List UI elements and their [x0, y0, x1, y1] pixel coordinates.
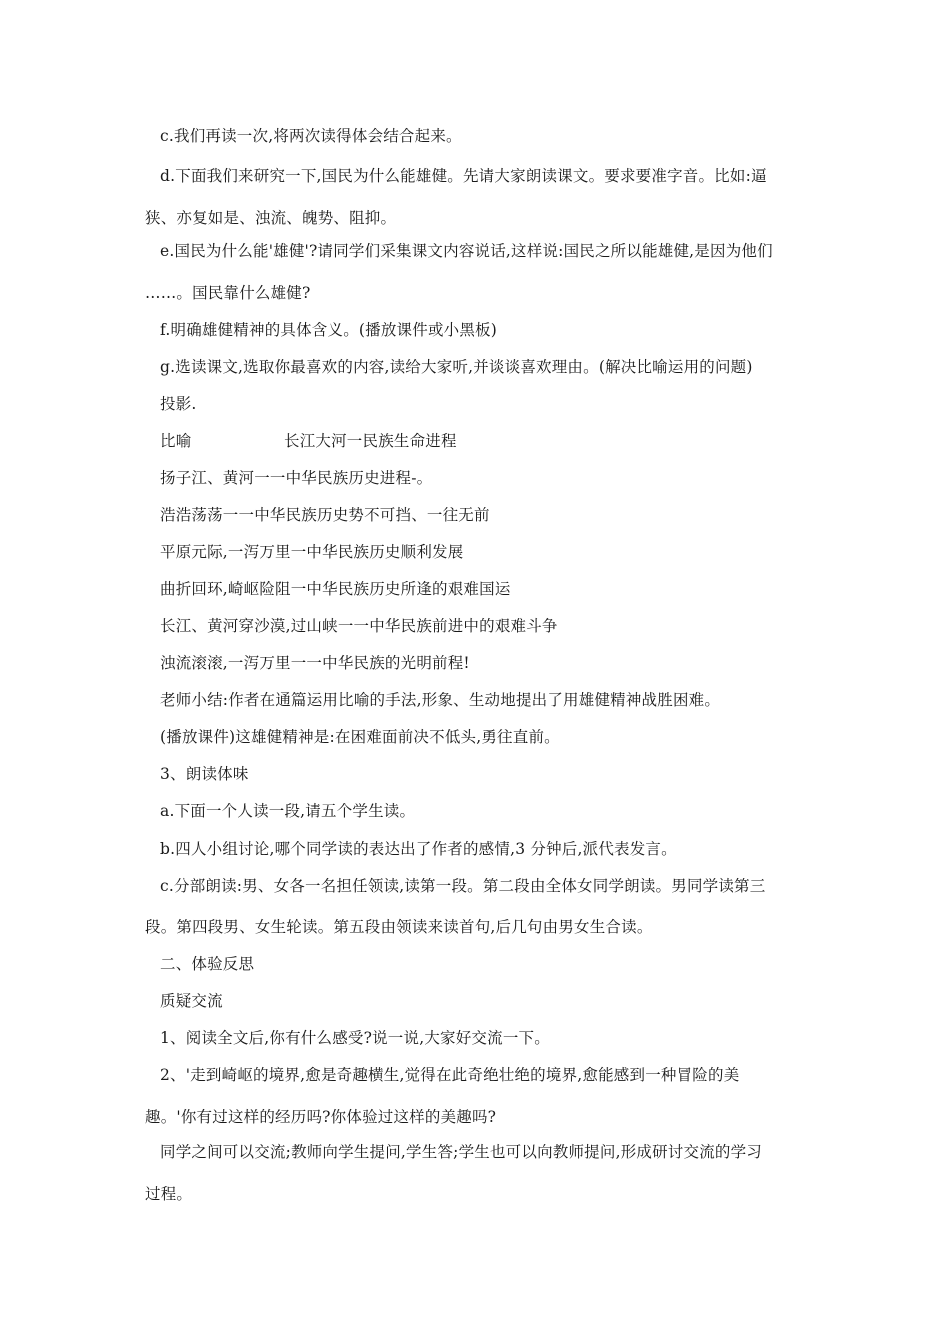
text-line: 段。第四段男、女生轮读。第五段由领读来读首句,后几句由男女生合读。	[145, 918, 653, 936]
text-line: 曲折回环,崎岖险阻一中华民族历史所逢的艰难国运	[160, 580, 511, 598]
text-line: 3、朗读体味	[160, 765, 249, 783]
text-line: 老师小结:作者在通篇运用比喻的手法,形象、生动地提出了用雄健精神战胜困难。	[160, 691, 721, 709]
text-line: c.分部朗读:男、女各一名担任领读,读第一段。第二段由全体女同学朗读。男同学读第三	[160, 877, 766, 895]
text-line: a.下面一个人读一段,请五个学生读。	[160, 802, 416, 820]
text-line: g.选读课文,选取你最喜欢的内容,读给大家听,并谈谈喜欢理由。(解决比喻运用的问题)	[160, 358, 753, 376]
text-line: 1、阅读全文后,你有什么感受?说一说,大家好交流一下。	[160, 1029, 550, 1047]
text-line: 同学之间可以交流;教师向学生提问,学生答;学生也可以向教师提问,形成研讨交流的学习	[160, 1143, 763, 1161]
text-line: 扬子江、黄河一一中华民族历史进程-。	[160, 469, 433, 487]
text-line: 狭、亦复如是、浊流、魄势、阻抑。	[145, 209, 397, 227]
text-line: 过程。	[145, 1185, 193, 1203]
text-line: 平原元际,一泻万里一中华民族历史顺利发展	[160, 543, 464, 561]
text-line: c.我们再读一次,将两次读得体会结合起来。	[160, 127, 462, 145]
text-line: 长江大河一民族生命进程	[284, 432, 457, 450]
text-line: 2、'走到崎岖的境界,愈是奇趣横生,觉得在此奇绝壮绝的境界,愈能感到一种冒险的美	[160, 1066, 740, 1084]
text-line: 投影.	[160, 395, 197, 413]
text-line: 二、体验反思	[160, 955, 255, 973]
text-line: 趣。'你有过这样的经历吗?你体验过这样的美趣吗?	[145, 1108, 497, 1126]
text-line: b.四人小组讨论,哪个同学读的表达出了作者的感情,3 分钟后,派代表发言。	[160, 840, 677, 858]
text-line: e.国民为什么能'雄健'?请同学们采集课文内容说话,这样说:国民之所以能雄健,是因为他们	[160, 242, 773, 260]
text-line: 浊流滚滚,一泻万里一一中华民族的光明前程!	[160, 654, 470, 672]
text-line: 质疑交流	[160, 992, 223, 1010]
text-line: 比喻	[160, 432, 192, 450]
text-line: f.明确雄健精神的具体含义。(播放课件或小黑板)	[160, 321, 498, 339]
text-line: 浩浩荡荡一一中华民族历史势不可挡、一往无前	[160, 506, 490, 524]
text-line: ……。国民靠什么雄健?	[145, 284, 311, 302]
text-line: 长江、黄河穿沙漠,过山峡一一中华民族前进中的艰难斗争	[160, 617, 558, 635]
text-line: (播放课件)这雄健精神是:在困难面前决不低头,勇往直前。	[160, 728, 560, 746]
text-line: d.下面我们来研究一下,国民为什么能雄健。先请大家朗读课文。要求要准字音。比如:逼	[160, 167, 767, 185]
